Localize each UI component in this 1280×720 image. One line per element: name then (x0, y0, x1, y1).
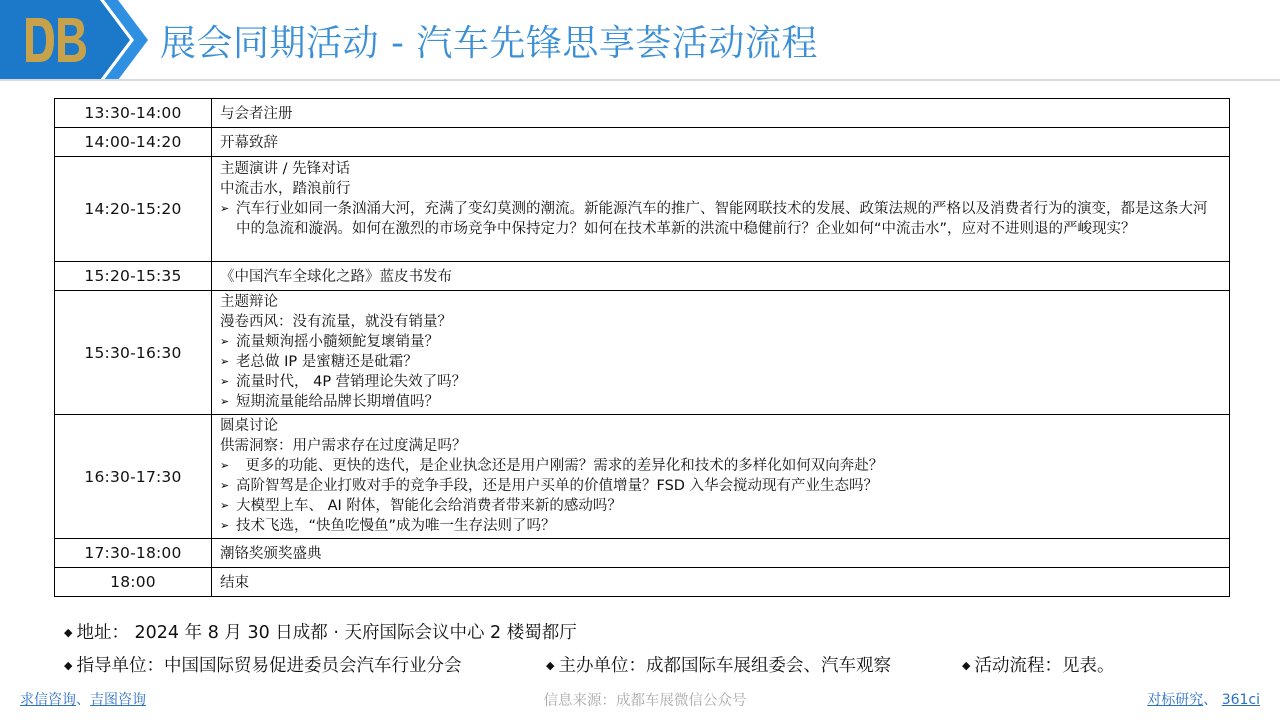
table-row (55, 291, 1230, 415)
bullet-text: 更多的功能、更快的迭代，是企业执念还是用户刚需？需求的差异化和技术的多样化如何双向奔赴？ (236, 458, 884, 474)
diamond-bullet-icon: ◆ (546, 659, 555, 672)
time-cell: 13:30-14:00 (55, 99, 212, 128)
diamond-bullet-icon: ◆ (64, 626, 73, 639)
table-row (55, 99, 1230, 128)
table-row (55, 539, 1230, 568)
arrow-bullet-icon: ➢ (220, 499, 230, 512)
time-cell: 15:30-16:30 (55, 291, 212, 415)
activity-title: 与会者注册 (220, 105, 293, 122)
arrow-bullet-icon: ➢ (220, 519, 230, 532)
activity-cell (212, 415, 1230, 539)
bullet-text: 流量时代， 4P 营销理论失效了吗？ (236, 374, 467, 390)
footer-separator: 、 (76, 692, 90, 708)
footer-separator: 、 (1203, 692, 1222, 708)
bullet-text: 汽车行业如同一条汹涌大河，充满了变幻莫测的潮流。新能源汽车的推广、智能网联技术的发展、政策法规的严格以及消费者行为的演变，都是这条大河中的急流和漩涡。如何在激烈的市场竞争中保持定力？如何在技术革新的洪流中稳健前行？企业如何“中流击水”，应对不进则退的严峻现实？ (236, 200, 1208, 237)
time-cell: 14:20-15:20 (55, 157, 212, 262)
activity-title: 结束 (220, 574, 249, 591)
guide-unit-text: 指导单位：中国国际贸易促进委员会汽车行业分会 (76, 656, 462, 676)
page-title: 展会同期活动 - 汽车先锋思享荟活动流程 (160, 23, 818, 64)
time-cell: 14:00-14:20 (55, 128, 212, 157)
bullet-item (220, 476, 1221, 496)
bullet-item (220, 392, 1221, 412)
arrow-bullet-icon: ➢ (220, 201, 230, 215)
table-row (55, 415, 1230, 539)
bullet-item (220, 456, 1221, 476)
diamond-bullet-icon: ◆ (962, 659, 971, 672)
arrow-bullet-icon: ➢ (220, 479, 230, 492)
footer-right-links (1147, 690, 1260, 710)
table-row (55, 262, 1230, 291)
address-text: 地址： 2024 年 8 月 30 日成都 · 天府国际会议中心 2 楼蜀都厅 (76, 623, 577, 643)
host-unit (546, 654, 891, 678)
bullet-item (220, 516, 1221, 536)
bullet-text: 老总做 IP 是蜜糖还是砒霜？ (236, 354, 418, 370)
bullet-item (220, 496, 1221, 516)
header-divider (0, 79, 1280, 81)
time-cell: 17:30-18:00 (55, 539, 212, 568)
time-cell: 16:30-17:30 (55, 415, 212, 539)
activity-cell (212, 128, 1230, 157)
guide-unit (64, 654, 461, 678)
slide-header (0, 0, 1280, 80)
schedule-table (54, 98, 1230, 597)
activity-cell (212, 539, 1230, 568)
bullet-item (220, 199, 1221, 239)
address-line (64, 621, 577, 645)
bullet-text: 流量颊洵摇小髓颏鮀复壞销量？ (236, 334, 439, 350)
footer-link-361ci[interactable]: 361ci (1221, 692, 1260, 708)
activity-title: 主题演讲 / 先锋对话 (220, 160, 351, 177)
bullet-item (220, 352, 1221, 372)
activity-title: 圆桌讨论 (220, 418, 278, 434)
activity-cell (212, 157, 1230, 262)
source-note: 信息来源：成都车展微信公众号 (543, 693, 747, 709)
table-row (55, 157, 1230, 262)
arrow-bullet-icon: ➢ (220, 335, 230, 348)
activity-cell (212, 291, 1230, 415)
bullet-item (220, 332, 1221, 352)
table-row (55, 128, 1230, 157)
activity-title: 潮铬奖颁奖盛典 (220, 545, 322, 562)
arrow-bullet-icon: ➢ (220, 395, 230, 408)
time-cell: 18:00 (55, 568, 212, 597)
footer-link-qiuxin[interactable]: 求信咨询 (20, 692, 76, 708)
bullet-text: 技术飞选，“快鱼吃慢鱼”成为唯一生存法则了吗？ (236, 518, 556, 534)
db-logo-icon (0, 0, 150, 80)
activity-cell (212, 262, 1230, 291)
arrow-bullet-icon: ➢ (220, 355, 230, 368)
activity-title: 主题辩论 (220, 294, 278, 310)
activity-cell (212, 99, 1230, 128)
flow-note-text: 活动流程：见表。 (974, 656, 1115, 676)
activity-cell (212, 568, 1230, 597)
footer-link-jitu[interactable]: 吉图咨询 (90, 692, 146, 708)
arrow-bullet-icon: ➢ (220, 459, 230, 472)
flow-note (962, 654, 1114, 678)
host-unit-text: 主办单位：成都国际车展组委会、汽车观察 (558, 656, 891, 676)
activity-subtitle: 漫卷西风：没有流量，就没有销量？ (220, 314, 452, 330)
footer-link-benchmark[interactable]: 对标研究 (1147, 692, 1204, 708)
bullet-text: 高阶智驾是企业打败对手的竞争手段，还是用户买单的价值增量？FSD 入华会搅动现有产业生态吗？ (236, 478, 879, 494)
activity-title: 《中国汽车全球化之路》蓝皮书发布 (220, 268, 452, 285)
time-cell: 15:20-15:35 (55, 262, 212, 291)
activity-subtitle: 供需洞察：用户需求存在过度满足吗？ (220, 438, 467, 454)
diamond-bullet-icon: ◆ (64, 659, 73, 672)
activity-subtitle: 中流击水，踏浪前行 (220, 180, 351, 197)
bullet-item (220, 372, 1221, 392)
bullet-text: 大模型上车、 AI 附体，智能化会给消费者带来新的感动吗？ (236, 498, 622, 514)
activity-title: 开幕致辞 (220, 134, 278, 151)
bullet-text: 短期流量能给品牌长期增值吗？ (236, 394, 439, 410)
table-row (55, 568, 1230, 597)
arrow-bullet-icon: ➢ (220, 375, 230, 388)
